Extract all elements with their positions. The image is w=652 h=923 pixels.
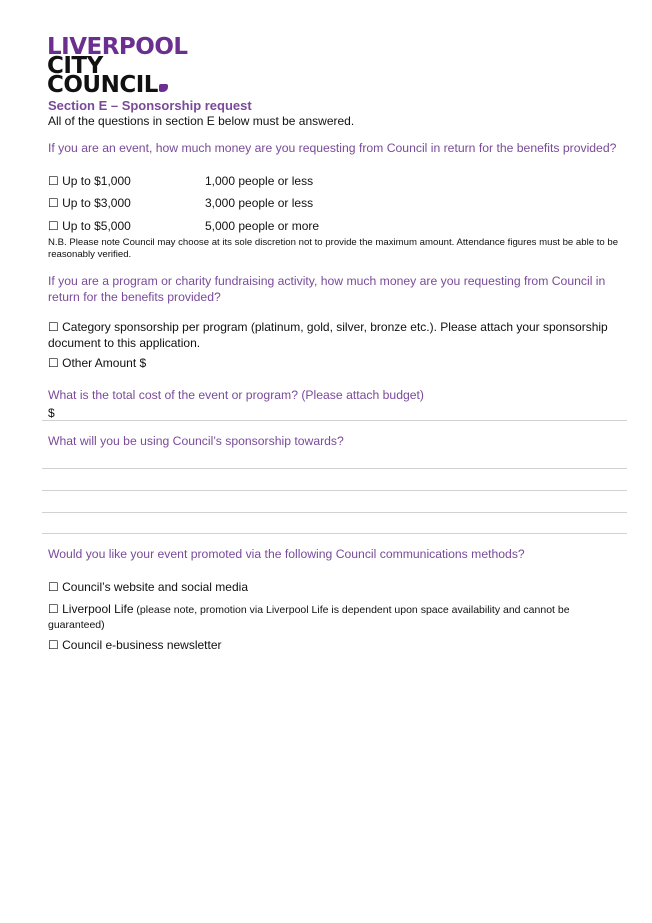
section-intro: All of the questions in section E below must be answered.	[48, 114, 355, 128]
q1-option-5000-label: Up to $5,000	[62, 219, 131, 233]
q3-answer-line[interactable]	[42, 420, 627, 421]
q5-promotion-question: Would you like your event promoted via the following Council communications methods?	[48, 547, 525, 561]
q1-attendance-1000: 1,000 people or less	[205, 174, 314, 188]
q4-answer-line-4[interactable]	[42, 533, 627, 534]
logo-line-council	[47, 72, 188, 98]
q4-answer-line-1[interactable]	[42, 468, 627, 469]
logo-council-text: COUNCIL	[47, 72, 158, 98]
q1-note: N.B. Please note Council may choose at its sole discretion not to provide the maximum amount. Attendance figures must be able to be reasonably verified.	[48, 237, 619, 260]
q5-option-newsletter-label: Council e-business newsletter	[62, 638, 222, 652]
q1-option-1000[interactable]	[48, 174, 131, 188]
q4-sponsorship-use-question: What will you be using Council’s sponsorship towards?	[48, 434, 344, 448]
q3-total-cost-question: What is the total cost of the event or program? (Please attach budget)	[48, 388, 424, 402]
q1-option-1000-label: Up to $1,000	[62, 174, 131, 188]
q5-liverpool-life-note: (please note, promotion via Liverpool Life is dependent upon space availability and cannot be guaranteed)	[48, 604, 570, 631]
checkbox-icon[interactable]: ☐	[48, 356, 59, 370]
q1-option-3000[interactable]	[48, 196, 131, 210]
q4-answer-line-3[interactable]	[42, 512, 627, 513]
q2-program-amount-question: If you are a program or charity fundraising activity, how much money are you requesting from Council in return for the benefits provided?	[48, 274, 606, 304]
checkbox-icon[interactable]: ☐	[48, 196, 59, 210]
q2-option-other-label: Other Amount $	[62, 356, 147, 370]
q1-option-3000-label: Up to $3,000	[62, 196, 131, 210]
checkbox-icon[interactable]: ☐	[48, 638, 59, 652]
checkbox-icon[interactable]: ☐	[48, 580, 59, 594]
council-logo	[47, 34, 188, 98]
q1-option-5000[interactable]	[48, 219, 131, 233]
checkbox-icon[interactable]: ☐	[48, 219, 59, 233]
q3-dollar-prefix: $	[48, 406, 55, 420]
q1-attendance-5000: 5,000 people or more	[205, 219, 320, 233]
q2-option-other[interactable]	[48, 356, 146, 370]
q2-option-category[interactable]	[48, 319, 640, 351]
q4-answer-line-2[interactable]	[42, 490, 627, 491]
q1-attendance-3000: 3,000 people or less	[205, 196, 314, 210]
checkbox-icon[interactable]: ☐	[48, 174, 59, 188]
q5-option-website[interactable]	[48, 580, 248, 594]
logo-line-city: CITY	[47, 53, 103, 79]
logo-mark-icon	[159, 84, 168, 92]
logo-line-liverpool: LIVERPOOL	[47, 34, 188, 60]
q2-option-category-label: Category sponsorship per program (platinum, gold, silver, bronze etc.). Please attach your sponsorship document to this application.	[48, 320, 608, 350]
q5-option-liverpool-life[interactable]	[48, 602, 608, 632]
section-title: Section E – Sponsorship request	[48, 98, 252, 113]
checkbox-icon[interactable]: ☐	[48, 602, 59, 616]
q1-event-amount-question: If you are an event, how much money are you requesting from Council in return for the benefits provided?	[48, 141, 617, 155]
q5-option-liverpool-life-label: Liverpool Life	[62, 602, 134, 616]
q5-option-newsletter[interactable]	[48, 638, 222, 652]
q5-option-website-label: Council’s website and social media	[62, 580, 248, 594]
checkbox-icon[interactable]: ☐	[48, 320, 59, 334]
